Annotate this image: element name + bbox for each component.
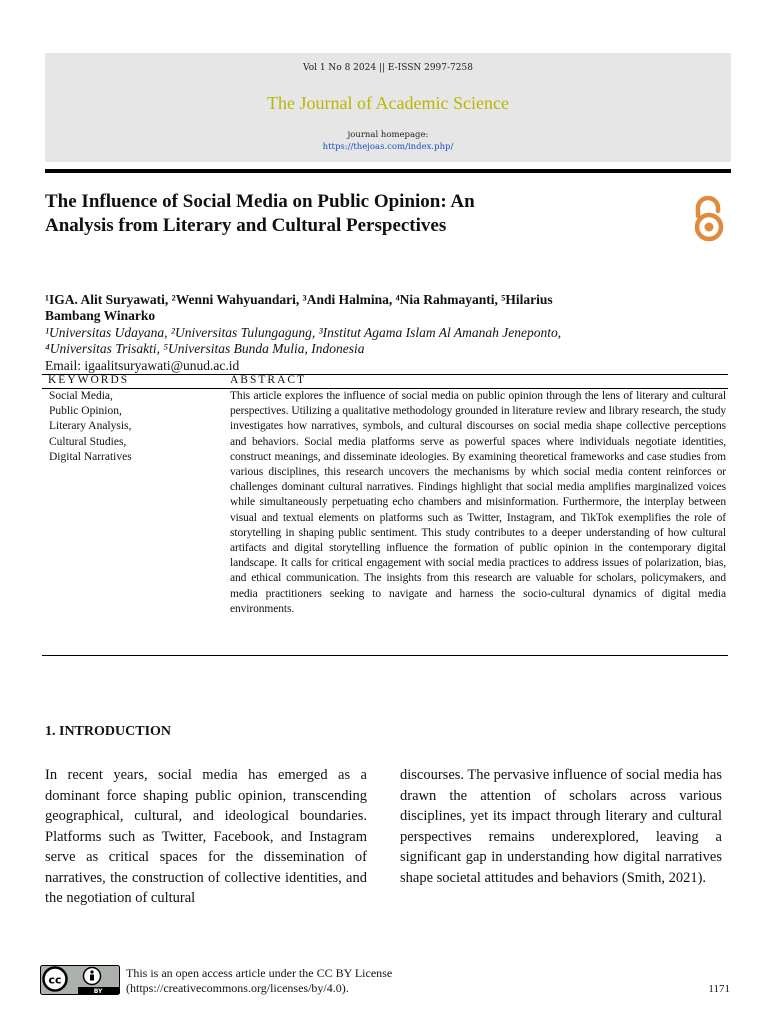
title-line-1: The Influence of Social Media on Public Opinion: An — [45, 191, 475, 212]
homepage-label: journal homepage: — [347, 130, 429, 140]
abstract-bottom-rule — [42, 655, 728, 656]
author-list — [45, 292, 731, 324]
journal-header — [45, 53, 731, 162]
abstract-top-rule — [42, 374, 728, 375]
keywords-heading: KEYWORDS — [48, 374, 130, 386]
corresponding-email: Email: igaalitsuryawati@unud.ac.id — [45, 358, 240, 373]
keywords-list — [49, 389, 219, 465]
abstract-text: This article explores the influence of social media on public opinion through the lens of literary and cultural perspectives. Utilizing a qualitative methodology grounded in literature review and library research, the study investigates how narratives, symbols, and cultural discourses on social media shape collective perceptions and behaviors. Social media platforms serve as powerful spaces where individuals negotiate identities, construct meanings, and disseminate ideologies. By examining theoretical frameworks and case studies from various disciplines, this research uncovers the mechanisms by which social media content reinforces or challenges dominant cultural narratives. Findings highlight that social media amplifies marginalized voices while simultaneously perpetuating echo chambers and misinformation. Furthermore, the interplay between visual and textual elements on platforms such as Twitter, Instagram, and TikTok exemplifies the role of storytelling in shaping public sentiment. This study contributes to a deeper understanding of how cultural artifacts and digital storytelling influence the formation of public opinion in the contemporary digital landscape. It calls for critical engagement with social media practices to address issues of polarization, bias, and ethical communication. The insights from this research are valuable for scholars, policymakers, and media practitioners seeking to navigate and harness the socio-cultural dynamics of digital media environments. — [230, 390, 726, 615]
affiliations — [45, 325, 731, 357]
license-line-2[interactable]: (https://creativecommons.org/licenses/by/4.0). — [126, 981, 349, 995]
affiliations-line-1: ¹Universitas Udayana, ²Universitas Tulungagung, ³Institut Agama Islam Al Amanah Jeneponto, — [45, 325, 562, 340]
authors-line-2: Bambang Winarko — [45, 308, 156, 323]
open-access-icon — [690, 196, 728, 242]
keyword-item: Literary Analysis, — [49, 420, 132, 433]
introduction-heading: 1. INTRODUCTION — [45, 724, 172, 739]
svg-text:cc: cc — [48, 973, 62, 987]
journal-name: The Journal of Academic Science — [267, 93, 509, 113]
article-title — [45, 190, 645, 238]
intro-right-column: discourses. The pervasive influence of social media has drawn the attention of scholars across various disciplines, yet its impact through literary and cultural perspectives remains underexplored, leaving a significant gap in understanding how digital narratives shape societal attitudes and behaviors (Smith, 2021). — [400, 767, 722, 886]
volume-info: Vol 1 No 8 2024 || E-ISSN 2997-7258 — [303, 63, 473, 73]
abstract-heading: ABSTRACT — [230, 374, 307, 386]
license-line-1: This is an open access article under the CC BY License — [126, 966, 393, 980]
keyword-item: Public Opinion, — [49, 405, 122, 418]
intro-left-column: In recent years, social media has emerged as a dominant force shaping public opinion, transcending geographical, cultural, and ideological boundaries. Platforms such as Twitter, Facebook, and Instagram serve as critical spaces for the dissemination of narratives, the construction of collective identities, and the negotiation of cultural — [45, 767, 367, 906]
license-notice — [126, 966, 526, 996]
cc-by-label: BY — [93, 988, 103, 995]
keyword-item: Cultural Studies, — [49, 435, 127, 448]
homepage-link[interactable]: https://thejoas.com/index.php/ — [322, 142, 454, 152]
title-line-2: Analysis from Literary and Cultural Perspectives — [45, 215, 447, 236]
keyword-item: Digital Narratives — [49, 450, 132, 463]
header-divider — [45, 169, 731, 173]
page-number: 1171 — [708, 983, 730, 995]
cc-by-license-icon — [40, 965, 120, 995]
keyword-item: Social Media, — [49, 390, 113, 402]
authors-line-1: ¹IGA. Alit Suryawati, ²Wenni Wahyuandari, ³Andi Halmina, ⁴Nia Rahmayanti, ⁵Hilarius — [45, 292, 553, 307]
affiliations-line-2: ⁴Universitas Trisakti, ⁵Universitas Bunda Mulia, Indonesia — [45, 341, 365, 356]
